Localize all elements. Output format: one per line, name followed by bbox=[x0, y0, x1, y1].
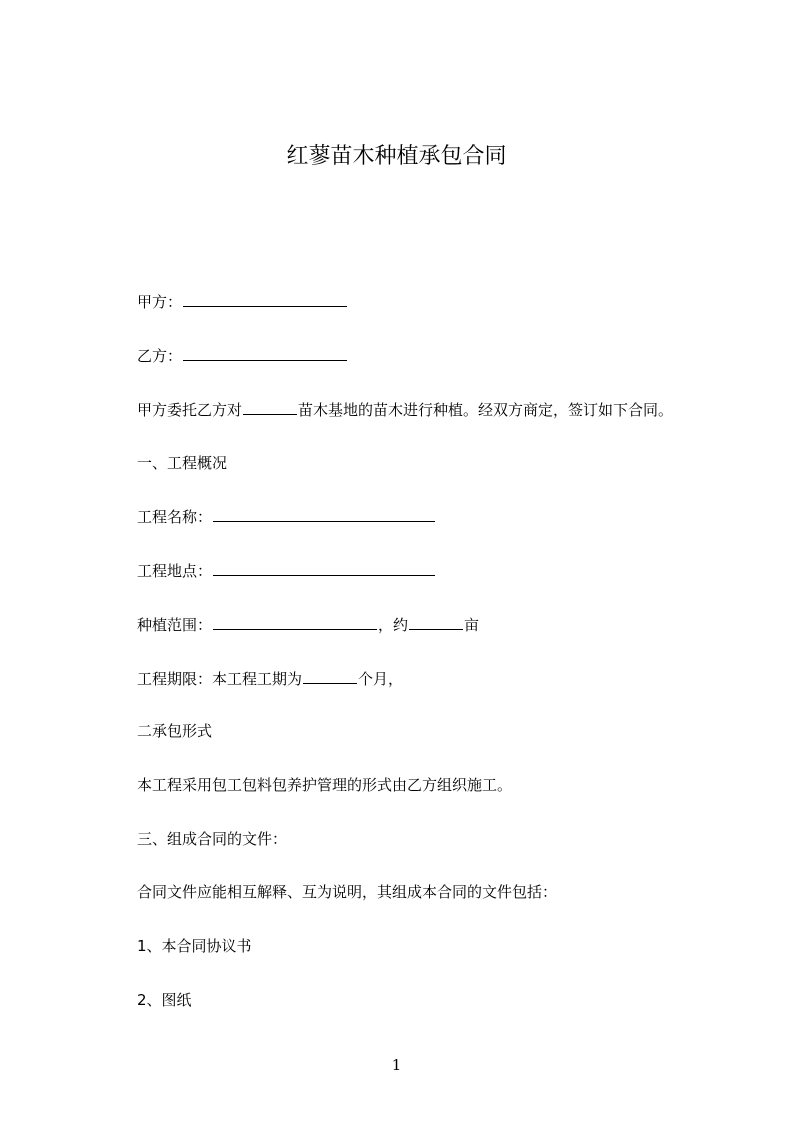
list-item: 2、图纸 bbox=[137, 991, 192, 1009]
section2-heading: 二承包形式 bbox=[137, 722, 213, 740]
document-title: 红蓼苗木种植承包合同 bbox=[286, 144, 507, 169]
planting-scope-line bbox=[137, 614, 479, 635]
party-b-blank[interactable] bbox=[183, 345, 347, 361]
area-unit: 亩 bbox=[464, 616, 480, 634]
party-a-blank[interactable] bbox=[183, 291, 347, 307]
period-line bbox=[137, 668, 403, 689]
period-unit: 个月， bbox=[358, 670, 404, 688]
period-label: 工程期限：本工程工期为 bbox=[137, 670, 303, 688]
base-name-blank[interactable] bbox=[243, 399, 297, 415]
party-b-line bbox=[137, 345, 348, 366]
project-location-label: 工程地点： bbox=[137, 562, 213, 580]
planting-scope-middle: ，约 bbox=[378, 616, 409, 634]
intro-paragraph bbox=[137, 399, 673, 420]
project-location-line bbox=[137, 560, 436, 581]
section1-heading: 一、工程概况 bbox=[137, 454, 228, 472]
page-number: 1 bbox=[391, 1056, 402, 1074]
party-a-label: 甲方： bbox=[137, 293, 183, 311]
planting-scope-label: 种植范围： bbox=[137, 616, 213, 634]
intro-text-after: 苗木基地的苗木进行种植。经双方商定，签订如下合同。 bbox=[298, 401, 674, 419]
planting-scope-blank[interactable] bbox=[213, 614, 377, 630]
intro-text-before: 甲方委托乙方对 bbox=[137, 401, 243, 419]
list-item: 1、本合同协议书 bbox=[137, 937, 252, 955]
section3-heading: 三、组成合同的文件： bbox=[137, 830, 288, 848]
project-name-blank[interactable] bbox=[213, 506, 435, 522]
project-name-line bbox=[137, 506, 436, 527]
period-blank[interactable] bbox=[303, 668, 357, 684]
area-blank[interactable] bbox=[409, 614, 463, 630]
section3-intro: 合同文件应能相互解释、互为说明，其组成本合同的文件包括： bbox=[137, 883, 558, 901]
party-a-line bbox=[137, 291, 348, 312]
section2-text: 本工程采用包工包料包养护管理的形式由乙方组织施工。 bbox=[137, 776, 513, 794]
project-location-blank[interactable] bbox=[213, 560, 435, 576]
project-name-label: 工程名称： bbox=[137, 508, 213, 526]
party-b-label: 乙方： bbox=[137, 347, 183, 365]
